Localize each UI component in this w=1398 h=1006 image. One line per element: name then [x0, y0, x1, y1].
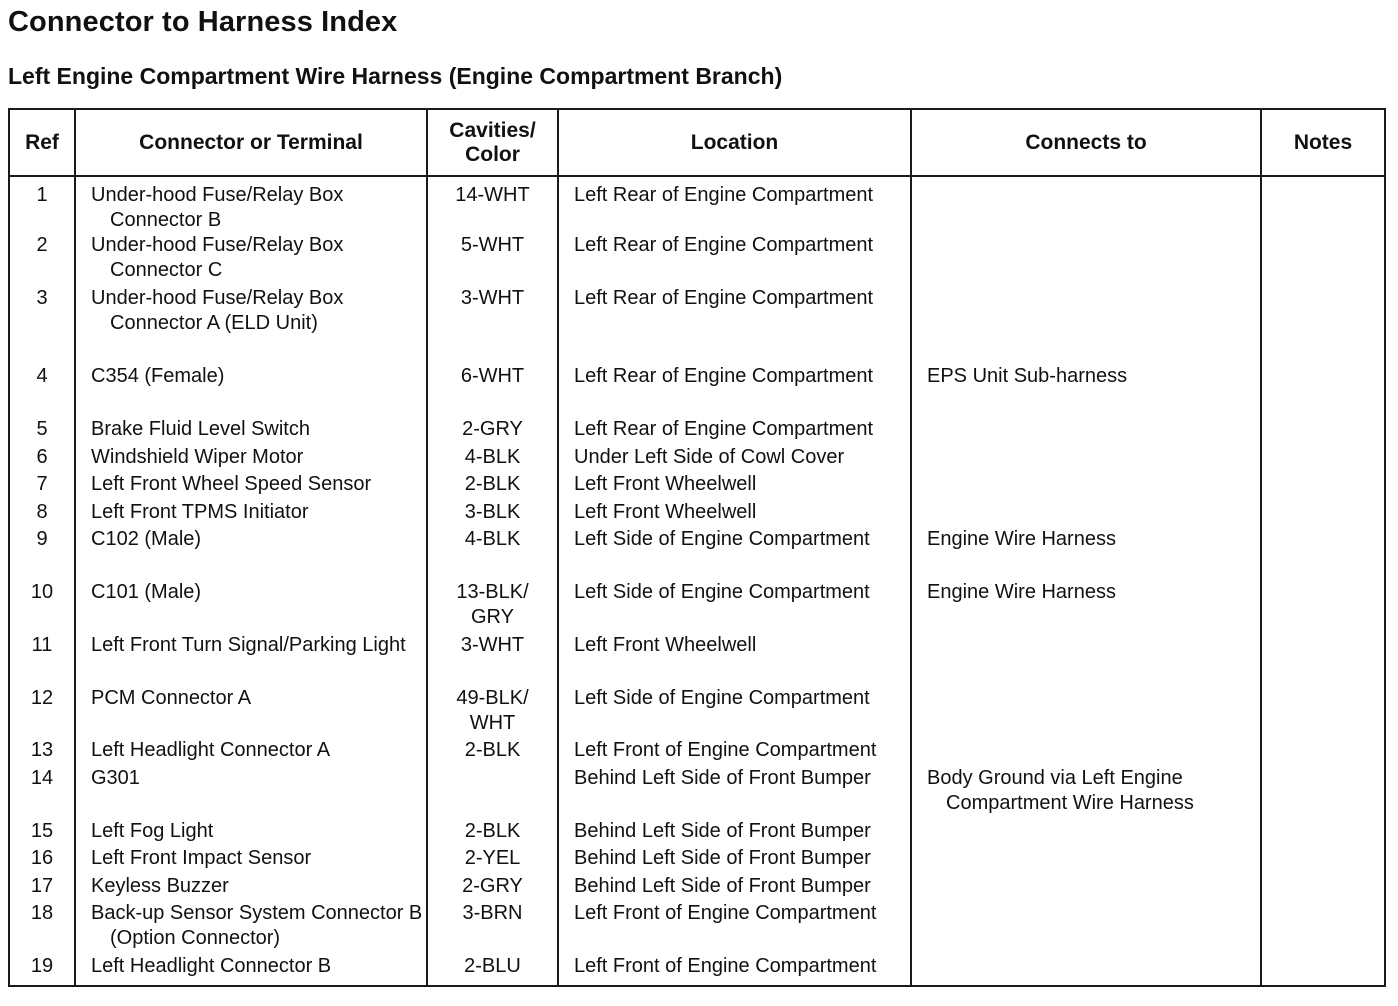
location-cell	[558, 846, 911, 874]
location-cell	[558, 580, 911, 633]
connector-cell-text: Back-up Sensor System Connector B (Option Connector)	[91, 902, 423, 949]
ref-cell-text: 17	[30, 875, 54, 897]
location-cell-text: Left Rear of Engine Compartment	[574, 234, 874, 256]
notes-cell	[1261, 527, 1385, 580]
connector-cell-text: Keyless Buzzer	[91, 875, 229, 897]
connector-cell-text: Left Front Turn Signal/Parking Light	[91, 634, 406, 656]
connector-cell	[75, 874, 427, 901]
location-cell-text: Left Side of Engine Compartment	[574, 687, 870, 709]
cavities-cell	[427, 819, 558, 846]
connects-to-cell	[911, 954, 1261, 986]
connects-to-cell	[911, 846, 1261, 874]
location-cell	[558, 738, 911, 766]
connector-cell	[75, 417, 427, 445]
connector-cell-text: PCM Connector A	[91, 687, 252, 709]
connector-cell	[75, 176, 427, 233]
notes-cell	[1261, 364, 1385, 417]
location-cell-text: Behind Left Side of Front Bumper	[574, 820, 871, 842]
ref-cell-text: 13	[30, 739, 54, 761]
ref-cell	[9, 364, 75, 417]
cavities-cell	[427, 417, 558, 445]
header-notes: Notes	[1261, 109, 1385, 176]
connector-cell	[75, 901, 427, 954]
cavities-cell	[427, 500, 558, 527]
location-cell-text: Left Side of Engine Compartment	[574, 581, 870, 603]
notes-cell	[1261, 954, 1385, 986]
connector-cell-text: Under-hood Fuse/Relay Box Connector B	[91, 184, 344, 231]
location-cell	[558, 527, 911, 580]
cavities-cell-text: 2-BLK	[464, 739, 521, 761]
cavities-cell-text: 3-WHT	[460, 287, 525, 309]
cavities-cell	[427, 686, 558, 738]
ref-cell-text: 3	[36, 287, 48, 309]
table-header	[9, 109, 1385, 176]
ref-cell-text: 7	[36, 473, 48, 495]
location-cell-text: Behind Left Side of Front Bumper	[574, 767, 871, 789]
connector-cell-text: C102 (Male)	[91, 528, 202, 550]
connects-to-cell-text: Engine Wire Harness	[927, 581, 1116, 603]
ref-cell-text: 9	[36, 528, 48, 550]
ref-cell	[9, 417, 75, 445]
ref-cell	[9, 233, 75, 286]
notes-cell	[1261, 846, 1385, 874]
cavities-cell-text: 2-GRY	[462, 875, 523, 897]
location-cell	[558, 233, 911, 286]
connector-cell-text: Left Front Wheel Speed Sensor	[91, 473, 372, 495]
connector-cell-text: Under-hood Fuse/Relay Box Connector C	[91, 234, 344, 281]
ref-cell	[9, 954, 75, 986]
location-cell-text: Left Front of Engine Compartment	[574, 955, 877, 977]
ref-cell	[9, 738, 75, 766]
ref-cell-text: 12	[30, 687, 54, 709]
connects-to-cell-text: Engine Wire Harness	[927, 528, 1116, 550]
cavities-cell	[427, 472, 558, 500]
table-row	[9, 874, 1385, 901]
connector-cell-text: C354 (Female)	[91, 365, 225, 387]
notes-cell	[1261, 286, 1385, 364]
table-row	[9, 819, 1385, 846]
location-cell-text: Behind Left Side of Front Bumper	[574, 847, 871, 869]
cavities-cell-text: 3-WHT	[460, 634, 525, 656]
cavities-cell	[427, 286, 558, 364]
ref-cell-text: 1	[36, 184, 48, 206]
location-cell	[558, 954, 911, 986]
ref-cell	[9, 445, 75, 472]
connector-cell-text: Left Headlight Connector A	[91, 739, 331, 761]
cavities-cell-text: 6-WHT	[460, 365, 525, 387]
ref-cell	[9, 846, 75, 874]
ref-cell-text: 15	[30, 820, 54, 842]
ref-cell-text: 2	[36, 234, 48, 256]
connects-to-cell	[911, 286, 1261, 364]
connector-cell	[75, 364, 427, 417]
connects-to-cell	[911, 874, 1261, 901]
ref-cell-text: 4	[36, 365, 48, 387]
ref-cell-text: 18	[30, 902, 54, 924]
connector-cell	[75, 738, 427, 766]
connects-to-cell-text: Body Ground via Left Engine Compartment Wire Harness	[927, 767, 1194, 814]
notes-cell	[1261, 417, 1385, 445]
connects-to-cell	[911, 472, 1261, 500]
location-cell	[558, 500, 911, 527]
location-cell	[558, 176, 911, 233]
location-cell-text: Left Front of Engine Compartment	[574, 739, 877, 761]
cavities-cell-text: 5-WHT	[460, 234, 525, 256]
cavities-cell-text: 13-BLK/ GRY	[456, 581, 529, 628]
ref-cell	[9, 874, 75, 901]
cavities-cell	[427, 364, 558, 417]
table-row	[9, 766, 1385, 819]
notes-cell	[1261, 633, 1385, 686]
cavities-cell	[427, 874, 558, 901]
connector-cell	[75, 633, 427, 686]
cavities-cell-text: 14-WHT	[455, 184, 530, 206]
cavities-cell-text: 3-BRN	[462, 902, 523, 924]
location-cell-text: Under Left Side of Cowl Cover	[574, 446, 845, 468]
header-ref: Ref	[9, 109, 75, 176]
ref-cell	[9, 286, 75, 364]
table-row	[9, 954, 1385, 986]
location-cell-text: Left Rear of Engine Compartment	[574, 287, 874, 309]
ref-cell	[9, 176, 75, 233]
table-row	[9, 233, 1385, 286]
cavities-cell	[427, 633, 558, 686]
cavities-cell	[427, 176, 558, 233]
ref-cell-text: 16	[30, 847, 54, 869]
connects-to-cell	[911, 233, 1261, 286]
connects-to-cell	[911, 445, 1261, 472]
ref-cell-text: 6	[36, 446, 48, 468]
location-cell	[558, 417, 911, 445]
header-row	[9, 109, 1385, 176]
connects-to-cell-text: EPS Unit Sub-harness	[927, 365, 1128, 387]
connects-to-cell	[911, 417, 1261, 445]
ref-cell	[9, 766, 75, 819]
connects-to-cell	[911, 686, 1261, 738]
notes-cell	[1261, 738, 1385, 766]
cavities-cell-text: 49-BLK/ WHT	[456, 687, 529, 734]
location-cell-text: Left Front of Engine Compartment	[574, 902, 877, 924]
cavities-cell	[427, 766, 558, 819]
table-row	[9, 901, 1385, 954]
location-cell-text: Left Rear of Engine Compartment	[574, 184, 874, 206]
ref-cell	[9, 500, 75, 527]
table-row	[9, 364, 1385, 417]
connector-cell-text: Left Front TPMS Initiator	[91, 501, 309, 523]
notes-cell	[1261, 176, 1385, 233]
location-cell	[558, 901, 911, 954]
table-row	[9, 738, 1385, 766]
cavities-cell-text: 2-BLK	[464, 473, 521, 495]
page-title: Connector to Harness Index	[8, 6, 398, 38]
table-row	[9, 500, 1385, 527]
cavities-cell	[427, 738, 558, 766]
location-cell	[558, 819, 911, 846]
cavities-cell-text: 4-BLK	[464, 446, 521, 468]
location-cell-text: Left Front Wheelwell	[574, 634, 757, 656]
connector-cell	[75, 580, 427, 633]
location-cell	[558, 766, 911, 819]
ref-cell	[9, 527, 75, 580]
connector-cell-text: Windshield Wiper Motor	[91, 446, 304, 468]
connector-cell	[75, 766, 427, 819]
location-cell-text: Behind Left Side of Front Bumper	[574, 875, 871, 897]
notes-cell	[1261, 472, 1385, 500]
ref-cell-text: 19	[30, 955, 54, 977]
connects-to-cell	[911, 819, 1261, 846]
connector-cell	[75, 445, 427, 472]
connector-cell	[75, 527, 427, 580]
table-row	[9, 472, 1385, 500]
location-cell	[558, 633, 911, 686]
notes-cell	[1261, 233, 1385, 286]
table-row	[9, 686, 1385, 738]
cavities-cell-text: 2-BLU	[464, 955, 521, 977]
header-connector: Connector or Terminal	[75, 109, 427, 176]
table-row	[9, 176, 1385, 233]
connector-cell-text: Left Headlight Connector B	[91, 955, 332, 977]
ref-cell-text: 14	[30, 767, 54, 789]
notes-cell	[1261, 901, 1385, 954]
cavities-cell-text: 2-GRY	[462, 418, 523, 440]
connector-cell	[75, 819, 427, 846]
connects-to-cell	[911, 176, 1261, 233]
table-row	[9, 527, 1385, 580]
ref-cell-text: 11	[31, 634, 53, 656]
location-cell	[558, 286, 911, 364]
connector-cell-text: G301	[91, 767, 140, 789]
connects-to-cell	[911, 527, 1261, 580]
ref-cell	[9, 686, 75, 738]
cavities-cell	[427, 954, 558, 986]
notes-cell	[1261, 686, 1385, 738]
cavities-cell-text: 3-BLK	[464, 501, 521, 523]
location-cell-text: Left Rear of Engine Compartment	[574, 365, 874, 387]
notes-cell	[1261, 500, 1385, 527]
connector-cell-text: Left Front Impact Sensor	[91, 847, 312, 869]
ref-cell-text: 8	[36, 501, 48, 523]
location-cell	[558, 445, 911, 472]
connects-to-cell	[911, 901, 1261, 954]
table-row	[9, 633, 1385, 686]
cavities-cell	[427, 846, 558, 874]
table-row	[9, 286, 1385, 364]
page-subtitle: Left Engine Compartment Wire Harness (Engine Compartment Branch)	[8, 63, 783, 89]
ref-cell-text: 5	[36, 418, 48, 440]
cavities-cell	[427, 901, 558, 954]
location-cell-text: Left Side of Engine Compartment	[574, 528, 870, 550]
location-cell	[558, 472, 911, 500]
location-cell-text: Left Rear of Engine Compartment	[574, 418, 874, 440]
location-cell-text: Left Front Wheelwell	[574, 501, 757, 523]
header-cavities: Cavities/ Color	[427, 109, 558, 176]
connector-cell-text: Under-hood Fuse/Relay Box Connector A (ELD Unit)	[91, 287, 344, 334]
cavities-cell	[427, 445, 558, 472]
connects-to-cell	[911, 364, 1261, 417]
table-row	[9, 846, 1385, 874]
notes-cell	[1261, 874, 1385, 901]
table-row	[9, 445, 1385, 472]
ref-cell	[9, 633, 75, 686]
connects-to-cell	[911, 738, 1261, 766]
connector-index-table	[8, 108, 1386, 987]
cavities-cell-text: 4-BLK	[464, 528, 521, 550]
connector-cell	[75, 954, 427, 986]
notes-cell	[1261, 445, 1385, 472]
ref-cell	[9, 819, 75, 846]
connector-cell-text: Brake Fluid Level Switch	[91, 418, 310, 440]
ref-cell	[9, 901, 75, 954]
location-cell-text: Left Front Wheelwell	[574, 473, 757, 495]
location-cell	[558, 874, 911, 901]
ref-cell	[9, 580, 75, 633]
connector-cell	[75, 846, 427, 874]
header-connects-to: Connects to	[911, 109, 1261, 176]
table-row	[9, 417, 1385, 445]
notes-cell	[1261, 580, 1385, 633]
connector-cell	[75, 286, 427, 364]
cavities-cell	[427, 527, 558, 580]
connects-to-cell	[911, 580, 1261, 633]
connector-cell	[75, 472, 427, 500]
ref-cell-text: 10	[30, 581, 54, 603]
notes-cell	[1261, 766, 1385, 819]
notes-cell	[1261, 819, 1385, 846]
connects-to-cell	[911, 500, 1261, 527]
cavities-cell-text: 2-BLK	[464, 820, 521, 842]
connector-cell-text: Left Fog Light	[91, 820, 214, 842]
table-row	[9, 580, 1385, 633]
table-body	[9, 176, 1385, 986]
connector-cell	[75, 233, 427, 286]
connects-to-cell	[911, 766, 1261, 819]
ref-cell	[9, 472, 75, 500]
cavities-cell-text: 2-YEL	[464, 847, 521, 869]
cavities-cell	[427, 580, 558, 633]
cavities-cell	[427, 233, 558, 286]
connects-to-cell	[911, 633, 1261, 686]
location-cell	[558, 364, 911, 417]
connector-cell	[75, 686, 427, 738]
connector-cell	[75, 500, 427, 527]
connector-cell-text: C101 (Male)	[91, 581, 202, 603]
location-cell	[558, 686, 911, 738]
header-location: Location	[558, 109, 911, 176]
